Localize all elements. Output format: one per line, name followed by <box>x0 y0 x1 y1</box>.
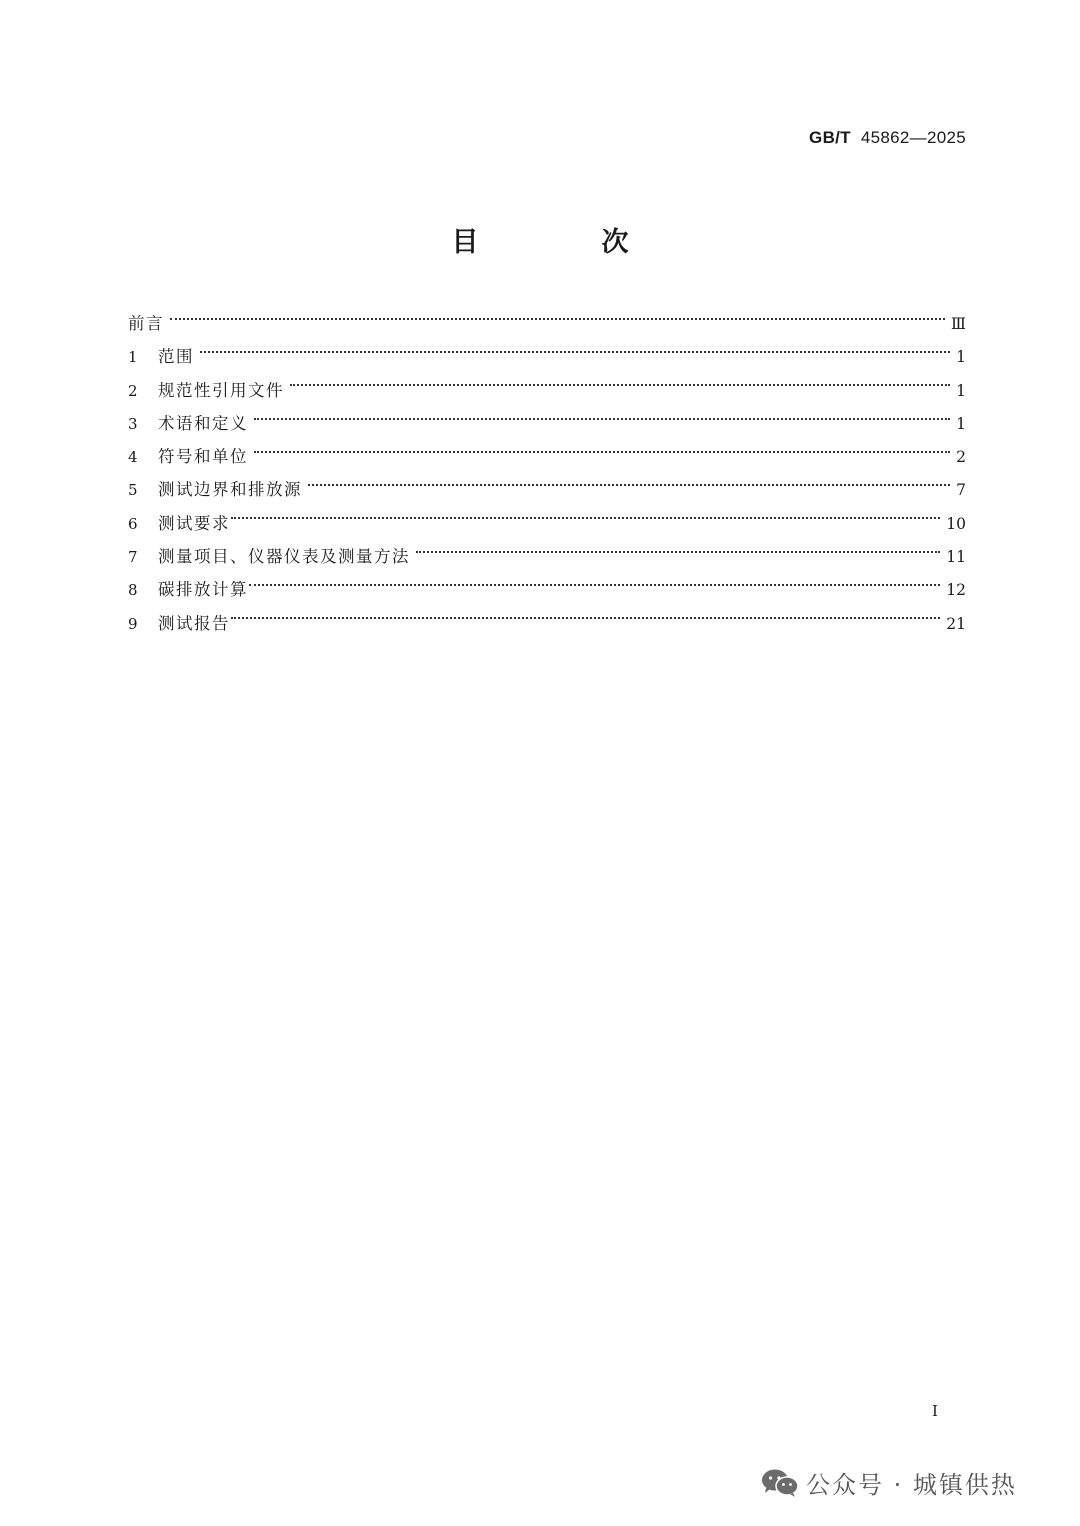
toc-leader-dots <box>308 484 950 486</box>
toc-entry-number: 2 <box>128 381 138 400</box>
toc-entry-foreword[interactable] <box>128 307 966 340</box>
toc-entry-4[interactable] <box>128 440 966 473</box>
toc-entry-number: 9 <box>128 614 138 633</box>
toc-entry-number: 8 <box>128 581 138 600</box>
toc-title: 目 次 <box>451 227 677 258</box>
toc-entry-8[interactable] <box>128 573 966 606</box>
toc-entry-page: 10 <box>946 514 966 533</box>
toc-entry-page: 1 <box>956 414 966 433</box>
toc-entry-label: 测试报告 <box>158 613 230 633</box>
toc-entry-number: 4 <box>128 448 138 467</box>
wechat-icon <box>760 1467 800 1499</box>
watermark <box>760 1465 1017 1500</box>
table-of-contents <box>128 307 966 640</box>
toc-entry-page: 7 <box>956 481 966 500</box>
toc-entry-page: 2 <box>956 448 966 467</box>
toc-entry-page: Ⅲ <box>951 315 966 333</box>
toc-entry-label: 符号和单位 <box>158 447 248 467</box>
toc-entry-9[interactable] <box>128 607 966 640</box>
toc-entry-label: 范围 <box>158 347 194 367</box>
toc-entry-3[interactable] <box>128 407 966 440</box>
toc-entry-page: 1 <box>956 381 966 400</box>
standard-number: 45862—2025 <box>860 128 966 147</box>
toc-entry-page: 21 <box>946 614 966 633</box>
toc-entry-1[interactable] <box>128 340 966 373</box>
page-number: I <box>932 1402 938 1420</box>
toc-entry-7[interactable] <box>128 540 966 573</box>
toc-leader-dots <box>231 517 940 519</box>
toc-leader-dots <box>254 451 950 453</box>
toc-entry-label: 测量项目、仪器仪表及测量方法 <box>158 547 410 567</box>
standard-code <box>809 128 966 148</box>
toc-leader-dots <box>249 584 940 586</box>
toc-entry-6[interactable] <box>128 507 966 540</box>
toc-entry-2[interactable] <box>128 374 966 407</box>
toc-entry-label: 碳排放计算 <box>158 580 248 600</box>
toc-leader-dots <box>416 551 940 553</box>
toc-entry-label: 测试要求 <box>158 513 230 533</box>
toc-entry-page: 1 <box>956 348 966 367</box>
toc-entry-number: 6 <box>128 514 138 533</box>
toc-entry-label: 术语和定义 <box>158 413 248 433</box>
toc-entry-number: 7 <box>128 548 138 567</box>
toc-leader-dots <box>254 418 950 420</box>
toc-entry-number: 1 <box>128 348 138 367</box>
toc-leader-dots <box>170 318 945 320</box>
toc-leader-dots <box>231 617 940 619</box>
toc-entry-label: 测试边界和排放源 <box>158 480 302 500</box>
toc-entry-number: 5 <box>128 481 138 500</box>
watermark-text: 公众号 · 城镇供热 <box>806 1471 1017 1499</box>
toc-entry-page: 11 <box>946 548 966 567</box>
toc-entry-label: 规范性引用文件 <box>158 380 284 400</box>
standard-prefix: GB/T <box>809 128 851 147</box>
toc-entry-number: 3 <box>128 414 138 433</box>
toc-entry-5[interactable] <box>128 473 966 506</box>
toc-entry-page: 12 <box>946 581 966 600</box>
toc-entry-label: 前言 <box>128 314 164 333</box>
toc-leader-dots <box>290 384 950 386</box>
toc-leader-dots <box>200 351 950 353</box>
